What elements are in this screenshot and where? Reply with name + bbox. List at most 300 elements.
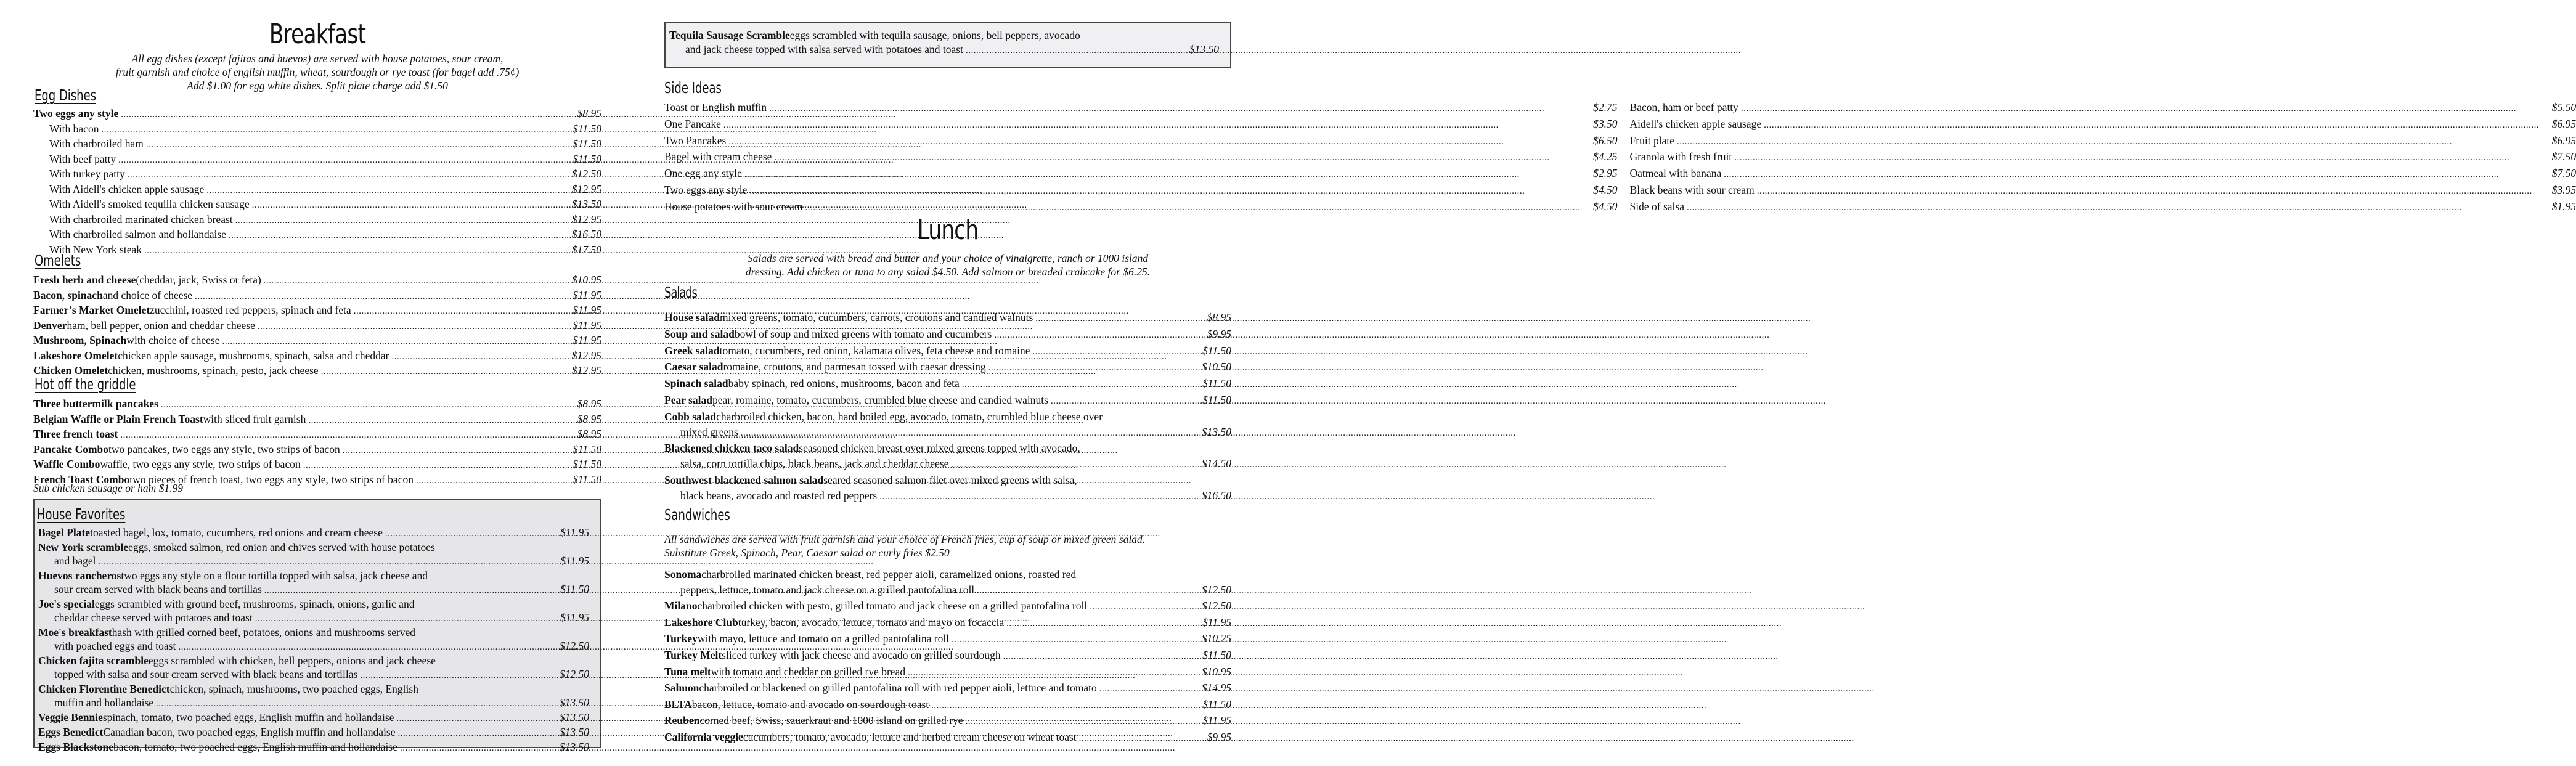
item-line xyxy=(38,611,589,625)
leader-dots xyxy=(1734,149,2539,166)
item-desc-cont: topped with salsa and sour cream served with black beans and tortillas xyxy=(54,668,358,680)
item-name: Lakeshore Omelet xyxy=(33,349,118,362)
item-desc-cont: and jack cheese topped with salsa served with potatoes and toast xyxy=(685,43,963,55)
item-line xyxy=(664,116,1618,133)
leader-dots xyxy=(222,333,565,349)
leader-dots xyxy=(144,243,565,258)
item-line xyxy=(664,473,1231,488)
menu-item xyxy=(33,397,601,412)
egg-dishes-heading: Egg Dishes xyxy=(35,86,97,104)
leader-dots xyxy=(255,611,552,625)
item-line xyxy=(33,137,601,152)
menu-item xyxy=(664,376,1231,393)
item-desc: tomato, cucumbers, red onion, kalamata olives, feta cheese and romaine xyxy=(719,344,1030,357)
item-price: $14.95 xyxy=(1201,682,1231,695)
leader-dots xyxy=(264,582,552,597)
menu-item xyxy=(38,682,589,711)
side-ideas-right xyxy=(1630,100,2576,216)
leader-dots xyxy=(1764,116,2539,133)
item-desc: charbroiled chicken with pesto, grilled tomato and jack cheese on a grilled pantofalina roll xyxy=(697,600,1088,613)
item-price: $11.95 xyxy=(573,334,601,346)
leader-dots xyxy=(343,442,565,458)
item-desc: two eggs any style on a flour tortilla topped with salsa, jack cheese and xyxy=(121,569,428,582)
item-price: $12.50 xyxy=(1201,600,1231,613)
tequila-item xyxy=(669,28,1219,57)
menu-item xyxy=(664,199,1618,216)
intro-line: fruit garnish and choice of english muffin, wheat, sourdough or rye toast (for bagel add .75¢) xyxy=(115,66,520,78)
intro-line: Substitute Greek, Spinach, Pear, Caesar salad or curly fries $2.50 xyxy=(664,547,950,559)
item-desc: Canadian bacon, two poached eggs, English muffin and hollandaise xyxy=(103,726,396,738)
item-desc: chicken, spinach, mushrooms, two poached eggs, English xyxy=(169,683,418,695)
menu-item xyxy=(664,598,1231,615)
item-name: Caesar salad xyxy=(664,361,723,373)
item-desc: Bagel with cream cheese xyxy=(664,150,772,163)
menu-item xyxy=(664,182,1618,199)
item-desc: Bacon, ham or beef patty xyxy=(1629,101,1738,113)
item-price: $11.50 xyxy=(573,458,601,470)
leader-dots xyxy=(206,182,565,198)
item-line xyxy=(664,393,1231,409)
sandwiches-list xyxy=(664,567,1231,746)
item-desc: bowl of soup and mixed greens with tomato and cucumbers xyxy=(734,327,992,340)
item-line xyxy=(33,152,601,168)
menu-item xyxy=(664,713,1231,730)
item-price: $8.95 xyxy=(577,107,601,120)
leader-dots xyxy=(392,349,565,364)
item-line xyxy=(664,166,1618,182)
leader-dots xyxy=(308,412,565,428)
item-desc: eggs scrambled with ground beef, mushrooms, spinach, onions, garlic and xyxy=(94,598,415,610)
item-name: Eggs Benedict xyxy=(38,726,104,738)
menu-item xyxy=(664,166,1618,182)
intro-line: Salads are served with bread and butter and your choice of vinaigrette, ranch or 1000 island xyxy=(747,252,1149,264)
menu-item xyxy=(33,412,601,428)
menu-item xyxy=(33,442,601,458)
menu-item xyxy=(38,740,589,755)
item-desc: House potatoes with sour cream xyxy=(664,200,803,213)
menu-item xyxy=(33,152,601,168)
menu-item xyxy=(664,441,1231,473)
item-name: New York scramble xyxy=(38,541,129,553)
item-price: $13.50 xyxy=(1189,43,1219,55)
item-desc-cont: cheddar cheese served with potatoes and toast xyxy=(54,611,253,624)
item-desc: With Aidell's chicken apple sausage xyxy=(49,182,205,195)
item-line xyxy=(664,376,1231,393)
item-line xyxy=(33,197,601,213)
item-price: $3.50 xyxy=(1593,117,1618,130)
menu-item xyxy=(664,116,1618,133)
item-name: House salad xyxy=(664,311,720,324)
item-price: $11.50 xyxy=(573,137,601,150)
leader-dots xyxy=(1757,182,2539,199)
item-price: $8.95 xyxy=(577,428,601,440)
item-desc: With charbroiled salmon and hollandaise xyxy=(49,228,226,240)
menu-item xyxy=(33,457,601,473)
item-price: $4.50 xyxy=(1593,183,1618,196)
item-desc: seasoned chicken breast over mixed greens topped with avocado, xyxy=(799,442,1080,455)
leader-dots xyxy=(128,167,565,182)
item-price: $13.50 xyxy=(571,198,601,210)
item-name: Veggie Bennie xyxy=(38,711,103,723)
menu-item xyxy=(664,393,1231,409)
item-name: Soup and salad xyxy=(664,327,735,340)
item-price: $11.50 xyxy=(573,473,601,486)
item-line xyxy=(1630,100,2576,116)
item-price: $2.75 xyxy=(1593,101,1618,113)
item-desc-cont: and bagel xyxy=(54,555,96,567)
item-price: $6.95 xyxy=(2551,134,2576,147)
item-desc-cont: muffin and hollandaise xyxy=(54,696,154,709)
item-price: $12.50 xyxy=(571,168,601,180)
item-line xyxy=(664,680,1231,697)
item-line xyxy=(33,273,601,288)
item-name: Lakeshore Club xyxy=(664,616,738,629)
menu-item xyxy=(33,288,601,304)
item-desc-cont: mixed greens xyxy=(680,425,738,438)
item-desc: Toast or English muffin xyxy=(664,101,767,113)
item-line xyxy=(664,598,1231,615)
item-desc: zucchini, roasted red peppers, spinach and feta xyxy=(150,304,351,316)
item-name: Denver xyxy=(33,319,67,332)
item-line xyxy=(38,696,589,711)
item-desc: With charbroiled ham xyxy=(49,137,144,150)
item-price: $6.50 xyxy=(1593,134,1618,147)
side-ideas-grid xyxy=(664,100,2576,216)
item-line xyxy=(33,227,601,243)
leader-dots xyxy=(1724,166,2539,182)
menu-item xyxy=(38,597,589,625)
salads-heading: Salads xyxy=(664,283,697,301)
item-desc: waffle, two eggs any style, two strips of bacon xyxy=(100,458,301,470)
menu-item xyxy=(33,427,601,442)
menu-item xyxy=(664,680,1231,697)
item-name: Spinach salad xyxy=(664,377,728,390)
item-line xyxy=(1630,182,2576,199)
item-desc: seared seasoned salmon filet over mixed greens with salsa, xyxy=(823,473,1077,486)
item-line xyxy=(664,648,1231,664)
item-desc: corned beef, Swiss, sauerkraut and 1000 island on grilled rye xyxy=(699,714,963,727)
item-name: Sonoma xyxy=(664,568,702,581)
item-line xyxy=(38,682,589,696)
sandwiches-heading: Sandwiches xyxy=(664,506,730,524)
item-desc: With New York steak xyxy=(49,243,142,256)
side-ideas-heading: Side Ideas xyxy=(664,79,722,97)
menu-item xyxy=(33,227,601,243)
leader-dots xyxy=(303,457,565,473)
menu-item xyxy=(33,333,601,349)
breakfast-title: Breakfast xyxy=(269,18,366,50)
item-line xyxy=(664,567,1231,582)
item-desc: Granola with fresh fruit xyxy=(1629,150,1732,163)
leader-dots xyxy=(728,133,1580,150)
item-line xyxy=(33,107,601,122)
item-price: $3.95 xyxy=(2551,183,2576,196)
menu-item xyxy=(664,730,1231,746)
menu-item xyxy=(1630,182,2576,199)
leader-dots xyxy=(156,696,552,711)
menu-item xyxy=(664,343,1231,360)
item-line xyxy=(664,149,1618,166)
menu-item xyxy=(664,648,1231,664)
item-line xyxy=(1630,116,2576,133)
item-line xyxy=(33,349,601,364)
item-name: Joe's special xyxy=(38,598,95,610)
menu-item xyxy=(38,711,589,725)
item-name: Fresh herb and cheese xyxy=(33,274,136,286)
item-line xyxy=(33,213,601,228)
menu-item xyxy=(664,327,1231,343)
item-desc: spinach, tomato, two poached eggs, English muffin and hollandaise xyxy=(102,711,394,723)
menu-item xyxy=(664,664,1231,681)
menu-item xyxy=(664,359,1231,376)
leader-dots xyxy=(1741,100,2539,116)
item-line xyxy=(38,711,589,725)
item-name: Eggs Blackstone xyxy=(38,741,114,753)
leader-dots xyxy=(258,319,565,334)
item-line xyxy=(664,133,1618,150)
griddle-heading: Hot off the griddle xyxy=(35,375,136,393)
item-desc: Two Pancakes xyxy=(664,134,727,147)
item-desc: with sliced fruit garnish xyxy=(203,412,306,425)
item-line xyxy=(33,288,601,304)
leader-dots xyxy=(321,364,565,379)
item-name: Waffle Combo xyxy=(33,458,100,470)
item-line xyxy=(33,333,601,349)
item-price: $12.95 xyxy=(571,349,601,362)
leader-dots xyxy=(994,327,1194,343)
item-price: $11.50 xyxy=(1202,698,1231,711)
leader-dots xyxy=(1099,680,1194,697)
item-price: $12.95 xyxy=(571,364,601,377)
item-line xyxy=(38,625,589,639)
menu-item xyxy=(33,122,601,137)
leader-dots xyxy=(264,273,565,288)
item-name: Three french toast xyxy=(33,428,118,440)
item-price: $1.95 xyxy=(2551,200,2576,213)
item-desc: One Pancake xyxy=(664,117,721,130)
item-desc: Black beans with sour cream xyxy=(1629,183,1755,196)
leader-dots xyxy=(744,166,1581,182)
item-desc: charbroiled chicken, bacon, hard boiled egg, avocado, tomato, crumbled blue cheese over xyxy=(716,410,1103,423)
item-name: Cobb salad xyxy=(664,410,717,423)
item-desc-cont: with poached eggs and toast xyxy=(54,640,176,652)
leader-dots xyxy=(400,740,552,755)
item-price: $11.95 xyxy=(573,288,601,301)
item-price: $11.95 xyxy=(560,526,589,539)
item-name: Tequila Sausage Scramble xyxy=(669,29,790,41)
side-ideas-left xyxy=(664,100,1618,216)
menu-item xyxy=(33,107,601,122)
item-price: $11.50 xyxy=(573,122,601,135)
item-price: $11.50 xyxy=(1202,393,1231,406)
item-desc: Side of salsa xyxy=(1629,200,1684,213)
leader-dots xyxy=(195,288,565,304)
house-favorites-list xyxy=(38,526,589,755)
house-favorites-heading: House Favorites xyxy=(37,505,126,523)
item-line xyxy=(33,457,601,473)
item-line xyxy=(38,526,589,540)
item-desc: With Aidell's smoked tequilla chicken sausage xyxy=(49,198,250,210)
item-price: $11.50 xyxy=(1202,377,1231,390)
menu-item xyxy=(33,243,601,258)
item-desc: With bacon xyxy=(49,122,99,135)
item-desc: two pieces of french toast, two eggs any style, two strips of bacon xyxy=(129,473,414,486)
menu-item xyxy=(664,631,1231,648)
leader-dots xyxy=(360,667,552,682)
item-line xyxy=(38,654,589,667)
item-line xyxy=(664,697,1231,714)
item-desc: chicken, mushrooms, spinach, pesto, jack cheese xyxy=(108,364,319,377)
item-price: $10.50 xyxy=(1201,361,1231,373)
griddle-list xyxy=(33,397,601,487)
item-desc-cont: black beans, avocado and roasted red peppers xyxy=(680,489,878,502)
item-desc: mixed greens, tomato, cucumbers, carrots, croutons and candied walnuts xyxy=(719,311,1033,324)
item-desc: Two eggs any style xyxy=(664,183,748,196)
omelets-list xyxy=(33,273,601,379)
item-line xyxy=(664,631,1231,648)
item-line xyxy=(38,667,589,682)
item-name: Salmon xyxy=(664,682,699,695)
menu-item xyxy=(664,409,1231,441)
item-price: $4.25 xyxy=(1593,150,1618,163)
item-desc: baby spinach, red onions, mushrooms, bacon and feta xyxy=(728,377,960,390)
item-name: Chicken Florentine Benedict xyxy=(38,683,170,695)
item-name: Greek salad xyxy=(664,344,720,357)
leader-dots xyxy=(1051,393,1194,409)
menu-item xyxy=(1630,166,2576,182)
item-line xyxy=(33,427,601,442)
leader-dots xyxy=(1090,598,1194,615)
item-desc: Oatmeal with banana xyxy=(1629,167,1722,180)
item-desc: With charbroiled marinated chicken breast xyxy=(49,213,233,226)
leader-dots xyxy=(1006,615,1194,632)
item-desc: charbroiled marinated chicken breast, red pepper aioli, caramelized onions, roasted red xyxy=(701,568,1077,581)
menu-item xyxy=(38,654,589,682)
item-line xyxy=(38,540,589,554)
item-line xyxy=(664,425,1231,441)
item-desc: One egg any style xyxy=(664,167,742,180)
item-price: $13.50 xyxy=(1201,425,1231,438)
item-price: $11.95 xyxy=(560,555,589,567)
item-price: $12.95 xyxy=(571,182,601,195)
item-line xyxy=(38,582,589,597)
item-line xyxy=(664,488,1231,505)
intro-line: Add $1.00 for egg white dishes. Split plate charge add $1.50 xyxy=(187,79,448,92)
lunch-title: Lunch xyxy=(917,214,979,246)
item-price: $13.50 xyxy=(559,696,589,709)
item-price: $7.50 xyxy=(2551,167,2576,180)
item-price: $11.95 xyxy=(1202,616,1231,629)
item-price: $17.50 xyxy=(571,243,601,256)
item-line xyxy=(664,713,1231,730)
intro-line: All egg dishes (except fajitas and huevos) are served with house potatoes, sour cream, xyxy=(131,52,503,65)
item-name: Pear salad xyxy=(664,393,712,406)
leader-dots xyxy=(1677,133,2539,150)
menu-item xyxy=(38,725,589,740)
menu-item xyxy=(664,133,1618,150)
sandwiches-intro xyxy=(664,532,1231,560)
menu-item xyxy=(1630,199,2576,216)
item-desc: with mayo, lettuce and tomato on a grilled pantofalina roll xyxy=(697,632,950,645)
item-line xyxy=(33,243,601,258)
item-line xyxy=(1630,133,2576,150)
leader-dots xyxy=(398,725,552,740)
item-price: $11.50 xyxy=(1202,648,1231,661)
leader-dots xyxy=(1079,730,1194,746)
menu-item xyxy=(664,310,1231,327)
item-desc-cont: salsa, corn tortilla chips, black beans, jack and cheddar cheese xyxy=(680,457,949,470)
item-name: Chicken fajita scramble xyxy=(38,654,149,667)
menu-item xyxy=(664,100,1618,116)
item-line xyxy=(664,182,1618,199)
item-line xyxy=(38,554,589,569)
item-line xyxy=(33,122,601,137)
leader-dots xyxy=(977,582,1194,599)
item-price: $5.50 xyxy=(2551,101,2576,113)
item-name: Milano xyxy=(664,600,698,613)
item-line xyxy=(33,397,601,412)
leader-dots xyxy=(229,227,565,243)
leader-dots xyxy=(951,456,1194,473)
leader-dots xyxy=(805,199,1581,216)
item-line xyxy=(664,409,1231,425)
leader-dots xyxy=(252,197,565,213)
item-desc: two pancakes, two eggs any style, two strips of bacon xyxy=(108,442,340,455)
salads-list xyxy=(664,310,1231,505)
leader-dots xyxy=(101,122,565,137)
menu-item xyxy=(664,567,1231,598)
item-desc-cont: sour cream served with black beans and tortillas xyxy=(54,583,262,595)
leader-dots xyxy=(161,397,565,412)
item-price: $8.95 xyxy=(577,412,601,425)
item-price: $11.50 xyxy=(1202,344,1231,357)
item-price: $8.95 xyxy=(577,397,601,410)
menu-item xyxy=(664,697,1231,714)
item-price: $4.50 xyxy=(1593,200,1618,213)
item-desc: sliced turkey with jack cheese and avocado on grilled sourdough xyxy=(722,648,1001,661)
item-desc: eggs scrambled with chicken, bell peppers, onions and jack cheese xyxy=(148,654,436,667)
leader-dots xyxy=(741,425,1194,441)
intro-line: All sandwiches are served with fruit garnish and your choice of French fries, cup of soup or mixed green salad. xyxy=(664,533,1146,545)
leader-dots xyxy=(178,639,552,654)
item-desc: cucumbers, tomato, avocado, lettuce and herbed cream cheese on wheat toast xyxy=(743,730,1077,743)
leader-dots xyxy=(121,107,565,122)
leader-dots xyxy=(118,152,565,168)
item-desc: eggs scrambled with tequila sausage, onions, bell peppers, avocado xyxy=(789,29,1080,41)
item-name: Belgian Waffle or Plain French Toast xyxy=(33,412,203,425)
item-desc: eggs, smoked salmon, red onion and chives served with house potatoes xyxy=(128,541,435,553)
item-line xyxy=(33,412,601,428)
leader-dots xyxy=(1687,199,2539,216)
tequila-box xyxy=(664,22,1231,68)
lunch-intro xyxy=(664,251,1231,279)
item-price: $11.95 xyxy=(573,304,601,316)
item-price: $16.50 xyxy=(571,228,601,240)
item-name: California veggie xyxy=(664,730,743,743)
leader-dots xyxy=(723,116,1581,133)
item-desc: bacon, lettuce, tomato and avocado on sourdough toast xyxy=(691,698,929,711)
item-name: Mushroom, Spinach xyxy=(33,334,127,346)
item-name: Bagel Plate xyxy=(38,526,91,539)
menu-item xyxy=(33,182,601,198)
leader-dots xyxy=(774,149,1580,166)
item-line xyxy=(1630,149,2576,166)
item-line xyxy=(38,597,589,611)
item-name: French Toast Combo xyxy=(33,473,130,486)
item-price: $11.50 xyxy=(573,152,601,165)
item-desc: hash with grilled corned beef, potatoes, onions and mushrooms served xyxy=(112,626,416,638)
item-name: Pancake Combo xyxy=(33,442,109,455)
